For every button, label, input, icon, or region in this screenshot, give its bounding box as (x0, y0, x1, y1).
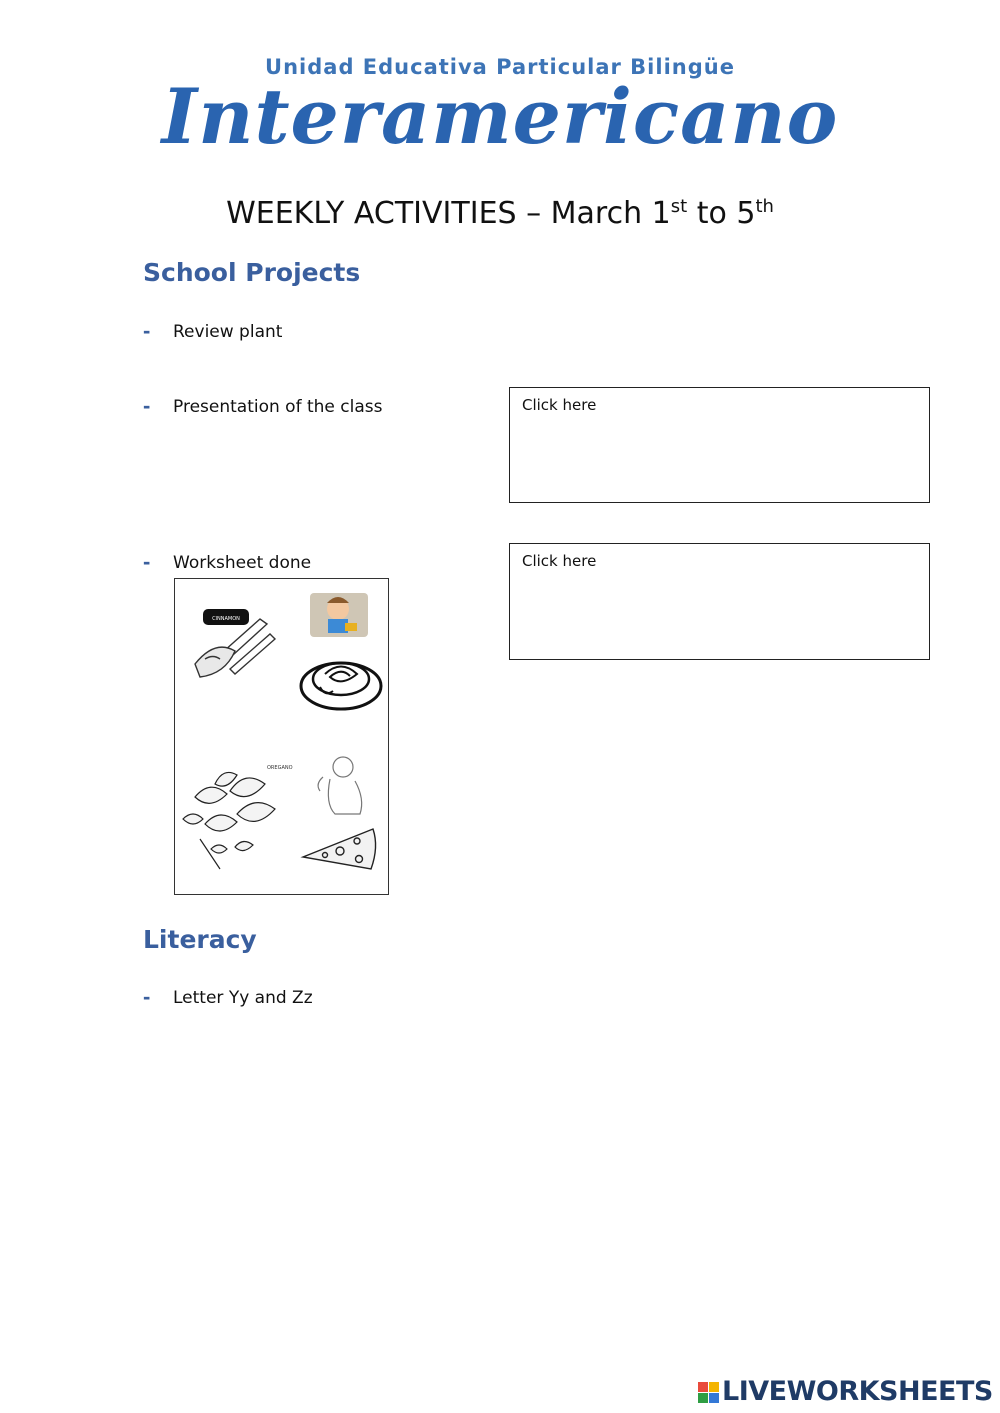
list-item-review-plant: Review plant (173, 322, 283, 342)
school-logo-text: Interamericano (161, 72, 839, 161)
bullet-dash: - (143, 393, 151, 418)
list-item-worksheet: Worksheet done (173, 553, 312, 573)
click-here-label[interactable]: Click here (522, 396, 597, 414)
sneezing-man-icon (318, 757, 362, 814)
section-heading-school-projects: School Projects (143, 258, 361, 287)
click-here-label[interactable]: Click here (522, 552, 597, 570)
click-here-box-presentation[interactable] (509, 387, 930, 503)
oregano-label: OREGANO (267, 765, 293, 771)
liveworksheets-brand-text[interactable]: LIVEWORKSHEETS (722, 1376, 993, 1407)
title-prefix: WEEKLY ACTIVITIES – March 1 (226, 196, 671, 231)
worksheet-illustration (175, 579, 388, 894)
title-middle: to 5 (687, 196, 756, 231)
bullet-dash: - (143, 318, 151, 343)
page-title (0, 196, 1000, 231)
cinnamon-label: CINNAMON (212, 616, 240, 622)
section-heading-literacy: Literacy (143, 925, 257, 954)
title-sup-1: st (670, 196, 688, 217)
worksheet-image (174, 578, 389, 895)
pizza-slice-icon (303, 829, 376, 869)
list-item-presentation: Presentation of the class (173, 397, 383, 417)
liveworksheets-icon (698, 1382, 720, 1406)
oregano-leaves-icon (183, 772, 275, 869)
cinnamon-roll-icon (301, 663, 381, 709)
title-sup-2: th (755, 196, 774, 217)
bullet-dash: - (143, 549, 151, 574)
cinnamon-sticks-icon (195, 619, 275, 677)
school-subtitle: Unidad Educativa Particular Bilingüe (265, 55, 735, 79)
click-here-box-worksheet[interactable] (509, 543, 930, 660)
list-item-letter-yy-zz: Letter Yy and Zz (173, 988, 313, 1008)
bullet-dash: - (143, 984, 151, 1009)
